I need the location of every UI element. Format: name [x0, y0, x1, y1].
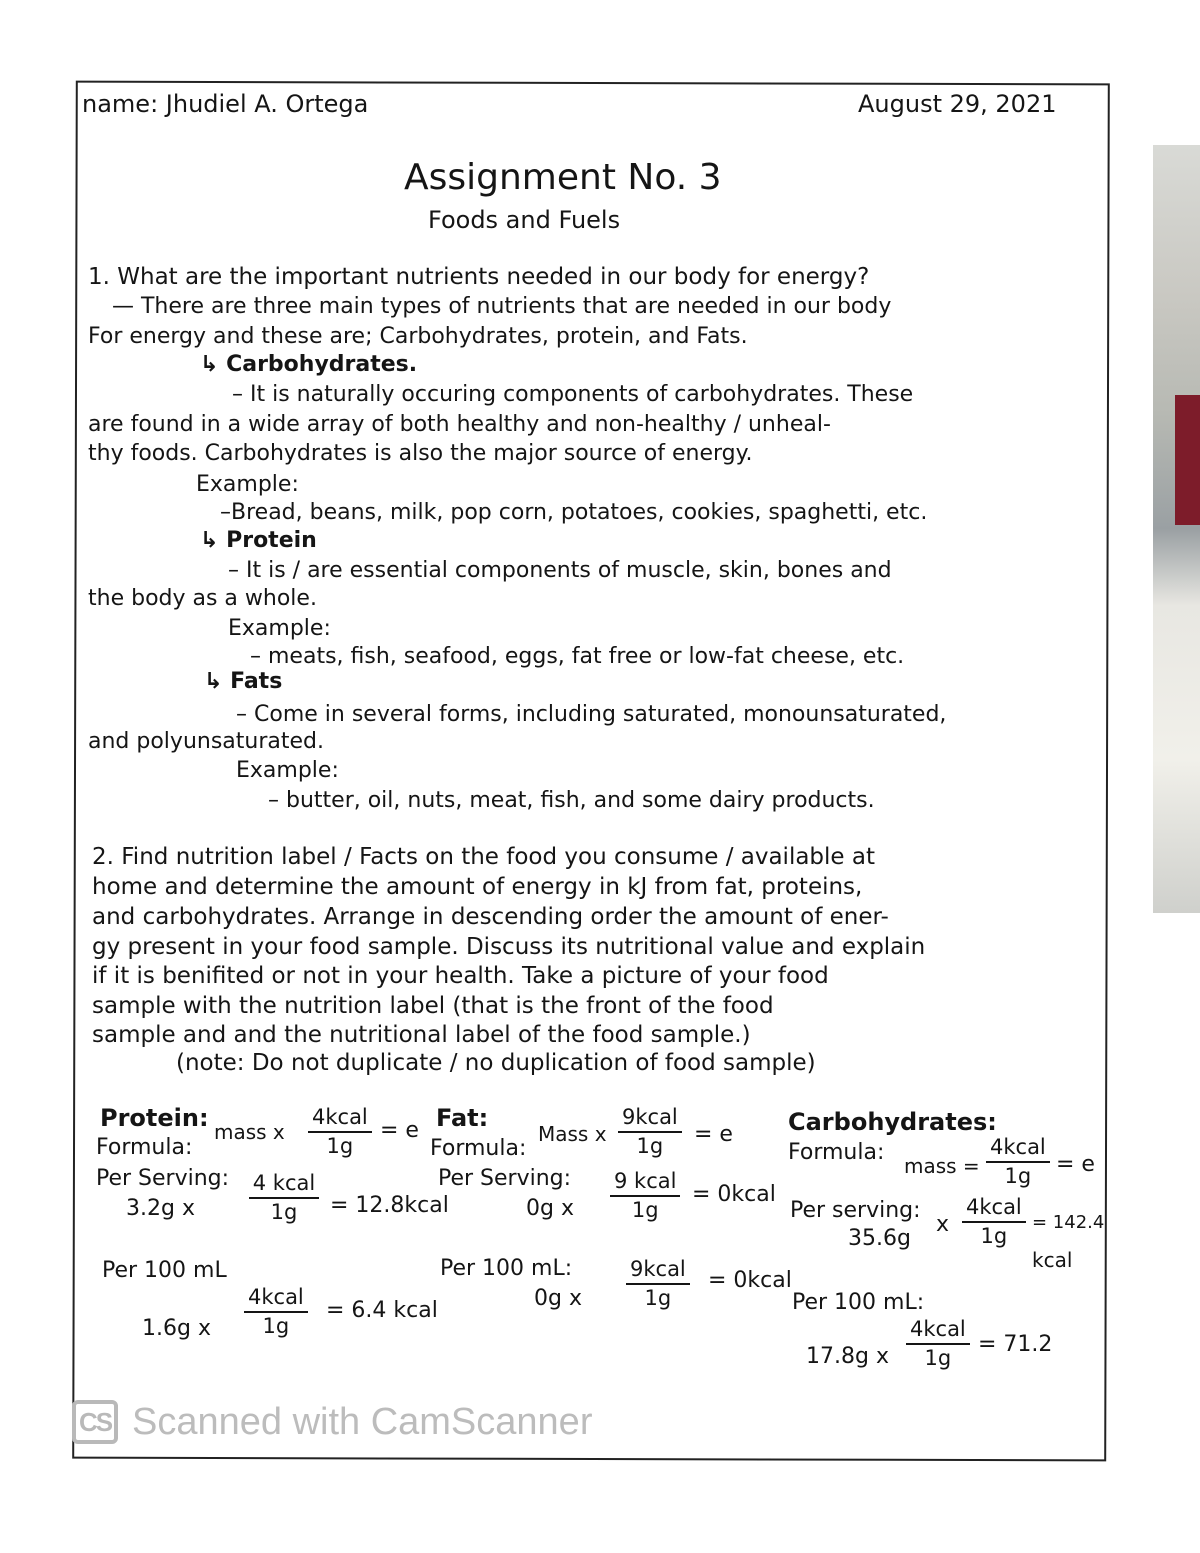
- example-label: Example:: [236, 758, 339, 783]
- ml-mass: 1.6g x: [142, 1316, 211, 1341]
- formula-result: = e: [380, 1118, 419, 1143]
- ml-fraction: 4kcal 1g: [906, 1318, 970, 1370]
- serving-mass: 0g x: [526, 1196, 574, 1221]
- carbohydrates-calc-heading: Carbohydrates:: [788, 1108, 997, 1136]
- student-name: name: Jhudiel A. Ortega: [82, 90, 369, 118]
- fats-text: and polyunsaturated.: [88, 729, 324, 754]
- carbohydrates-text: are found in a wide array of both healthy and non-healthy / unheal-: [88, 412, 831, 437]
- question-2: sample with the nutrition label (that is the front of the food: [92, 993, 774, 1019]
- formula-label: Formula:: [788, 1140, 885, 1165]
- fats-examples: – butter, oil, nuts, meat, fish, and some dairy products.: [268, 788, 875, 813]
- page-title: Assignment No. 3: [404, 157, 722, 198]
- formula-label: Formula:: [96, 1135, 193, 1160]
- ml-result: = 71.2: [978, 1332, 1053, 1357]
- example-label: Example:: [228, 616, 331, 641]
- answer-line: For energy and these are; Carbohydrates, protein, and Fats.: [88, 324, 748, 349]
- serving-fraction: 9 kcal 1g: [610, 1170, 680, 1222]
- ml-mass: 0g x: [534, 1286, 582, 1311]
- formula-fraction: 9kcal 1g: [618, 1106, 682, 1158]
- camscanner-logo-icon: CS: [72, 1400, 118, 1444]
- formula-label: Formula:: [430, 1136, 527, 1161]
- formula-result: = e: [694, 1122, 733, 1147]
- carbohydrates-examples: –Bread, beans, milk, pop corn, potatoes, cookies, spaghetti, etc.: [220, 500, 928, 525]
- serving-fraction: 4kcal 1g: [962, 1196, 1026, 1248]
- serving-unit: kcal: [1032, 1248, 1073, 1272]
- example-label: Example:: [196, 472, 299, 497]
- fats-heading: ↳ Fats: [204, 669, 283, 694]
- carbohydrates-heading: ↳ Carbohydrates.: [200, 352, 418, 377]
- protein-examples: – meats, fish, seafood, eggs, fat free or low-fat cheese, etc.: [250, 644, 905, 669]
- formula-fraction: 4kcal 1g: [986, 1136, 1050, 1188]
- carbohydrates-text: thy foods. Carbohydrates is also the major source of energy.: [88, 441, 753, 466]
- serving-result: = 0kcal: [692, 1182, 776, 1207]
- question-2: and carbohydrates. Arrange in descending order the amount of ener-: [92, 904, 889, 930]
- carbohydrates-text: – It is naturally occuring components of carbohydrates. These: [232, 382, 914, 407]
- fat-calc-heading: Fat:: [436, 1104, 489, 1132]
- watermark-text: Scanned with CamScanner: [132, 1400, 593, 1443]
- protein-heading: ↳ Protein: [200, 528, 317, 553]
- question-2-note: (note: Do not duplicate / no duplication of food sample): [176, 1050, 816, 1076]
- background-object: [1175, 395, 1200, 525]
- question-2: if it is benifited or not in your health. Take a picture of your food: [92, 963, 829, 989]
- serving-result: = 12.8kcal: [330, 1193, 449, 1218]
- background-photo-strip: [1153, 145, 1200, 913]
- protein-calc-heading: Protein:: [100, 1104, 209, 1132]
- per-100ml-label: Per 100 mL:: [792, 1290, 925, 1315]
- serving-mass: 35.6g: [848, 1226, 911, 1251]
- per-100ml-label: Per 100 mL: [102, 1258, 227, 1283]
- per-serving-label: Per Serving:: [96, 1166, 230, 1191]
- question-2: 2. Find nutrition label / Facts on the food you consume / available at: [92, 844, 875, 870]
- formula-result: = e: [1056, 1152, 1095, 1177]
- formula-mass: mass x: [214, 1120, 285, 1144]
- protein-text: the body as a whole.: [88, 586, 317, 611]
- serving-mass: 3.2g x: [126, 1196, 195, 1221]
- formula-fraction: 4kcal 1g: [308, 1106, 372, 1158]
- camscanner-watermark: [72, 1400, 592, 1444]
- serving-multiply: x: [936, 1212, 950, 1237]
- question-2: gy present in your food sample. Discuss its nutritional value and explain: [92, 934, 926, 960]
- answer-line: — There are three main types of nutrients that are needed in our body: [112, 294, 892, 319]
- per-serving-label: Per serving:: [790, 1198, 921, 1223]
- formula-mass: mass =: [904, 1154, 980, 1178]
- protein-text: – It is / are essential components of muscle, skin, bones and: [228, 558, 892, 583]
- formula-mass: Mass x: [538, 1122, 607, 1146]
- assignment-date: August 29, 2021: [858, 90, 1057, 118]
- question-1: 1. What are the important nutrients needed in our body for energy?: [88, 264, 870, 290]
- ml-fraction: 9kcal 1g: [626, 1258, 690, 1310]
- ml-result: = 6.4 kcal: [326, 1298, 438, 1323]
- fats-text: – Come in several forms, including saturated, monounsaturated,: [236, 702, 947, 727]
- serving-result: = 142.4: [1032, 1212, 1105, 1233]
- ml-fraction: 4kcal 1g: [244, 1286, 308, 1338]
- per-100ml-label: Per 100 mL:: [440, 1256, 573, 1281]
- ml-mass: 17.8g x: [806, 1344, 889, 1369]
- page-subtitle: Foods and Fuels: [428, 206, 621, 234]
- ml-result: = 0kcal: [708, 1268, 792, 1293]
- per-serving-label: Per Serving:: [438, 1166, 572, 1191]
- serving-fraction: 4 kcal 1g: [244, 1172, 324, 1224]
- question-2: home and determine the amount of energy in kJ from fat, proteins,: [92, 874, 863, 900]
- question-2: sample and and the nutritional label of the food sample.): [92, 1022, 751, 1048]
